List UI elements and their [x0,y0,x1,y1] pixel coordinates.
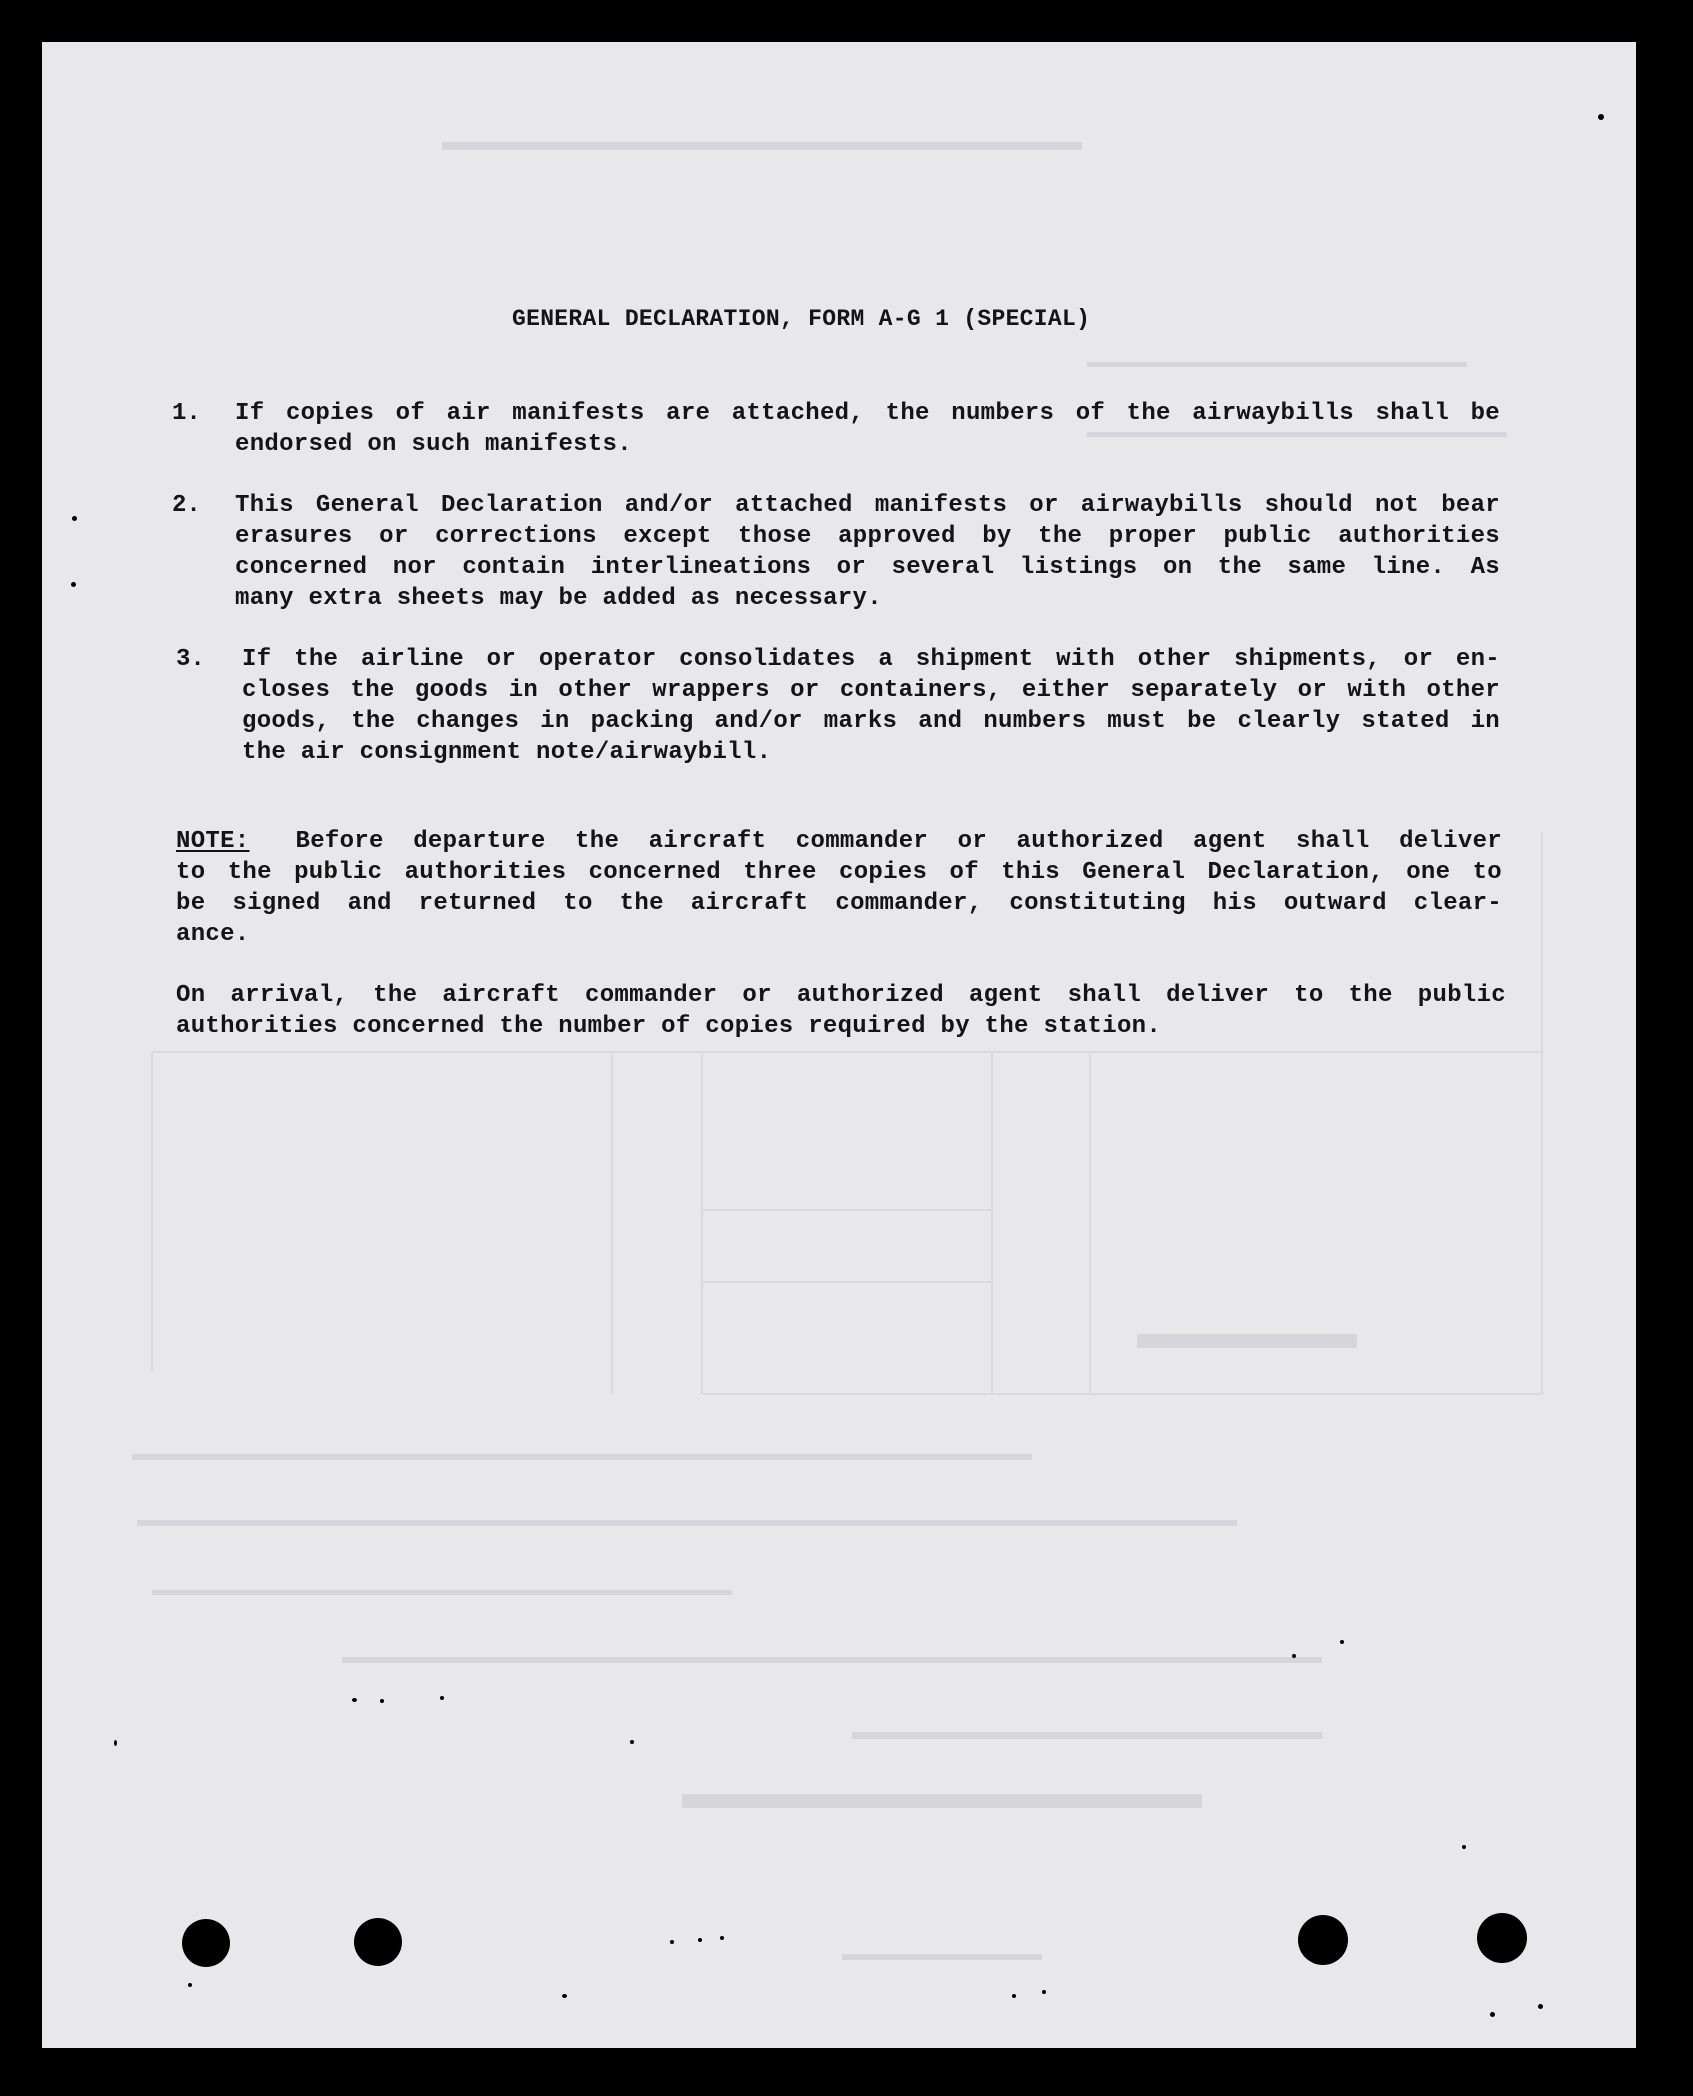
scan-speck [698,1938,702,1942]
bleed-through-form [42,42,1636,2048]
text-line: the air consignment note/airwaybill. [242,739,772,766]
text-line: If copies of air manifests are attached, the numbers of the airwaybills shall be [235,400,1500,427]
punch-hole [354,1918,402,1966]
text-line: to the public authorities concerned three copies of this General Declaration, one to [176,859,1502,886]
text-line: closes the goods in other wrappers or containers, either separately or with other [242,677,1500,704]
item-2-text [235,490,1500,614]
item-number: 2. [172,492,201,519]
scan-speck [380,1699,384,1703]
punch-hole [1477,1913,1527,1963]
punch-hole [182,1919,230,1967]
text-line: Before departure the aircraft commander or authorized agent shall deliver [295,828,1502,855]
text-line: If the airline or operator consolidates a shipment with other shipments, or en- [242,646,1500,673]
item-number: 3. [176,646,205,673]
scan-speck [562,1994,567,1998]
scan-speck [630,1740,634,1744]
paper-sheet [42,42,1636,2048]
scan-speck [114,1740,117,1746]
scan-speck [188,1983,192,1987]
item-number: 1. [172,400,201,427]
scan-speck [71,582,76,587]
scan-speck [1042,1990,1046,1994]
scan-speck [1538,2004,1543,2009]
scan-speck [1462,1845,1466,1849]
text-line: ance. [176,921,250,948]
scan-speck [1490,2012,1495,2017]
item-3-text [242,644,1500,768]
scan-speck [1598,114,1604,120]
text-line: many extra sheets may be added as necessary. [235,585,882,612]
scan-speck [440,1696,444,1700]
text-line: This General Declaration and/or attached manifests or airwaybills should not bear [235,492,1500,519]
note-first-line [176,826,1502,857]
arrival-paragraph [176,980,1506,1042]
text-line: endorsed on such manifests. [235,431,632,458]
scan-speck [352,1698,357,1702]
text-line: authorities concerned the number of copies required by the station. [176,1013,1162,1040]
scan-speck [72,516,77,521]
scan-speck [1292,1654,1296,1658]
text-line: erasures or corrections except those approved by the proper public authorities [235,523,1500,550]
scan-speck [1012,1994,1016,1998]
punch-hole [1298,1915,1348,1965]
note-label: NOTE: [176,828,250,855]
text-line: goods, the changes in packing and/or marks and numbers must be clearly stated in [242,708,1500,735]
scan-speck [1340,1640,1344,1644]
text-line: concerned nor contain interlineations or several listings on the same line. As [235,554,1500,581]
scan-speck [720,1936,724,1940]
text-line: be signed and returned to the aircraft commander, constituting his outward clear- [176,890,1502,917]
form-title: GENERAL DECLARATION, FORM A-G 1 (SPECIAL) [512,306,1091,332]
text-line: On arrival, the aircraft commander or authorized agent shall deliver to the public [176,982,1506,1009]
item-1-text [235,398,1500,460]
note-paragraph [176,826,1502,950]
scan-speck [670,1940,674,1944]
